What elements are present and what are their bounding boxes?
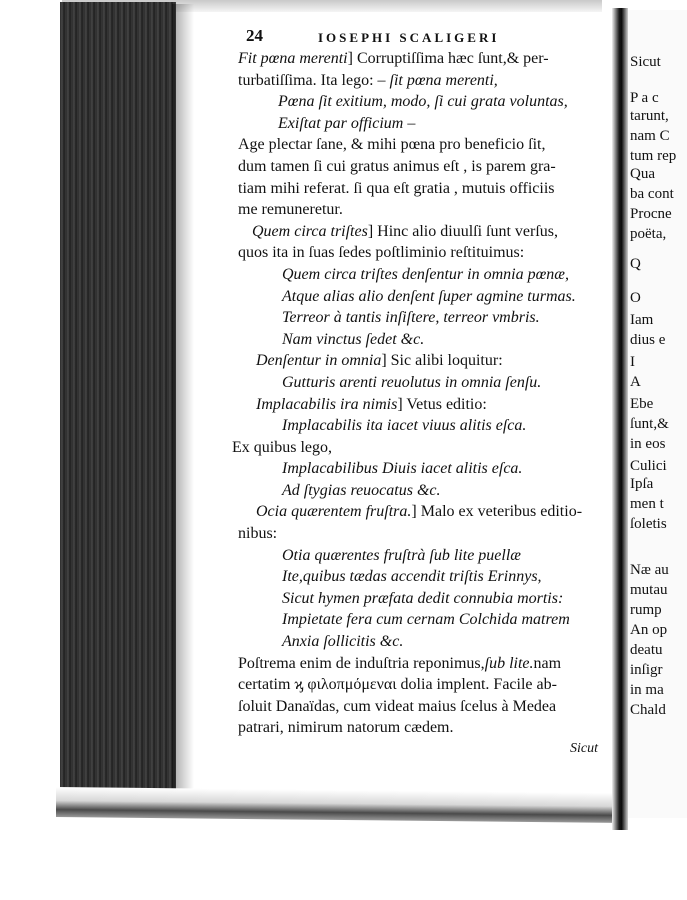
roman-text: patrari, nimirum natorum cædem.: [238, 719, 454, 737]
facing-page-fragment: A: [630, 374, 641, 390]
text-line: [238, 134, 618, 156]
facing-page-fragment: Q: [630, 256, 641, 272]
text-line: [238, 523, 618, 545]
text-line: [238, 350, 618, 372]
facing-page-fragment: Chald: [630, 702, 666, 718]
text-line: [238, 674, 618, 696]
roman-text: ] Vetus editio:: [397, 395, 487, 413]
text-line: [238, 113, 618, 135]
text-line: [238, 717, 618, 739]
facing-page-fragment: rump: [630, 602, 662, 618]
facing-page-fragment: poëta,: [630, 226, 667, 242]
italic-text: Implacabilibus Diuis iacet alitis eſca.: [282, 460, 523, 478]
text-line: [238, 609, 618, 631]
facing-page-fragment: Culici: [630, 458, 667, 474]
left-page: [232, 22, 618, 757]
roman-text: ſoluit Danaïdas, cum videat maius ſcelus à Medea: [238, 697, 557, 715]
page-fore-edge: [60, 2, 176, 814]
facing-page-fragment: An op: [630, 622, 668, 638]
text-line: [238, 156, 618, 178]
italic-text: Anxia ſollicitis &c.: [282, 633, 404, 651]
catchword: Sicut: [570, 741, 598, 756]
italic-text: Exiſtat par officium –: [278, 114, 416, 132]
facing-page-fragment: tarunt,: [630, 108, 669, 124]
roman-text: ] Malo ex veteribus editio-: [411, 503, 583, 521]
text-line: [238, 264, 618, 286]
facing-page-fragment: Procne: [630, 206, 672, 222]
italic-text: Ad ſtygias reuocatus &c.: [282, 481, 441, 499]
page-shadow: [172, 4, 194, 814]
text-line: [238, 480, 618, 502]
italic-text: Atque alias alio denſent ſuper agmine turmas.: [282, 287, 576, 305]
facing-page-fragment: inſigr: [630, 662, 663, 678]
text-line: [238, 329, 618, 351]
text-line: [238, 415, 618, 437]
facing-page-fragment: Iam: [630, 312, 654, 328]
text-line: [238, 566, 618, 588]
italic-text: Otia quærentes fruſtrà ſub lite puellæ: [282, 546, 521, 564]
book-gutter: [612, 8, 628, 830]
italic-text: Implacabilis ira nimis: [256, 395, 398, 413]
italic-text: Ite,quibus tædas accendit triſtis Erinnys,: [282, 568, 542, 586]
text-line: [238, 588, 618, 610]
italic-text: Quem circa triſtes denſentur in omnia pœnæ,: [282, 265, 569, 283]
facing-page-fragment: I: [630, 354, 635, 370]
text-line: [238, 221, 618, 243]
text-line: [238, 545, 618, 567]
italic-text: ſit pœna merenti,: [389, 71, 498, 89]
text-line: [238, 91, 618, 113]
italic-text: Nam vinctus ſedet &c.: [282, 330, 425, 348]
text-line: [238, 501, 618, 523]
facing-page: [628, 10, 687, 818]
text-line: [232, 437, 618, 459]
text-line: [238, 696, 618, 718]
italic-text: Sicut hymen præfata dedit connubia mortis:: [282, 589, 564, 607]
italic-text: Terreor à tantis inſiſtere, terreor vmbris.: [282, 309, 540, 327]
text-line: [238, 199, 618, 221]
text-line: [238, 242, 618, 264]
facing-page-fragment: Ipſa: [630, 476, 654, 492]
facing-page-fragment: nam C: [630, 128, 670, 144]
text-line: [238, 307, 618, 329]
facing-page-fragment: in ma: [630, 682, 664, 698]
facing-page-fragment: O: [630, 290, 641, 306]
facing-page-fragment: mutau: [630, 582, 668, 598]
roman-text: Age plectar ſane, & mihi pœna pro beneficio ſit,: [238, 136, 546, 154]
roman-text: ] Hinc alio diuulſi ſunt verſus,: [367, 222, 559, 240]
text-line: [238, 394, 618, 416]
roman-text: dum tamen ſi cui gratus animus eſt , is parem gra-: [238, 157, 556, 175]
roman-text: me remuneretur.: [238, 201, 343, 219]
facing-page-fragment: P a c: [630, 90, 659, 106]
facing-page-fragment: ſunt,&: [630, 416, 669, 432]
italic-text: Impietate fera cum cernam Colchida matrem: [282, 611, 570, 629]
facing-page-fragment: Næ au: [630, 562, 669, 578]
page-header: [238, 22, 618, 48]
facing-page-fragment: dius e: [630, 332, 666, 348]
text-line: [238, 48, 618, 70]
roman-text: turbatiſſima. Ita lego: –: [238, 71, 390, 89]
roman-text: nibus:: [238, 525, 278, 543]
roman-text: ] Sic alibi loquitur:: [381, 352, 503, 370]
italic-text: Pœna ſit exitium, modo, ſi cui grata voluntas,: [278, 93, 568, 111]
italic-text: ſub lite.: [484, 654, 534, 672]
roman-text: ] Corruptiſſima hæc ſunt,& per-: [347, 50, 549, 67]
text-line: [238, 178, 618, 200]
text-line: [238, 70, 618, 92]
facing-page-fragment: men t: [630, 496, 664, 512]
italic-text: Gutturis arenti reuolutus in omnia ſenſu.: [282, 373, 542, 391]
italic-text: Quem circa triſtes: [252, 222, 368, 240]
roman-text: tiam mihi referat. ſi qua eſt gratia , mutuis officiis: [238, 179, 555, 197]
text-line: [238, 458, 618, 480]
text-line: [238, 631, 618, 653]
text-block: [232, 48, 618, 739]
facing-page-fragment: in eos: [630, 436, 666, 452]
facing-page-fragment: Sicut: [630, 54, 661, 70]
roman-text: Ex quibus lego,: [232, 438, 332, 456]
italic-text: Implacabilis ita iacet viuus alitis eſca.: [282, 417, 527, 435]
roman-text: quos ita in ſuas ſedes poſtliminio reſtituimus:: [238, 244, 525, 262]
page-number: 24: [246, 26, 263, 45]
italic-text: Fit pœna merenti: [238, 50, 348, 67]
facing-page-fragment: ba cont: [630, 186, 674, 202]
facing-page-fragment: ſoletis: [630, 516, 667, 532]
text-line: [238, 372, 618, 394]
page-bottom-edge: [56, 787, 626, 823]
italic-text: Denſentur in omnia: [256, 352, 382, 370]
facing-page-fragment: Ebe: [630, 396, 654, 412]
roman-text: certatim ϗ φιλοπμόμεναι dolia implent. Facile ab-: [238, 676, 557, 694]
facing-page-fragment: deatu: [630, 642, 663, 658]
facing-page-fragment: tum rep: [630, 148, 677, 164]
roman-text: nam: [533, 654, 562, 672]
facing-page-fragment: Qua: [630, 166, 655, 182]
roman-text: Poſtrema enim de induſtria reponimus,: [238, 654, 485, 672]
text-line: [238, 286, 618, 308]
text-line: [238, 653, 618, 675]
running-head: IOSEPHI SCALIGERI: [318, 30, 500, 45]
italic-text: Ocia quærentem fruſtra.: [256, 503, 412, 521]
